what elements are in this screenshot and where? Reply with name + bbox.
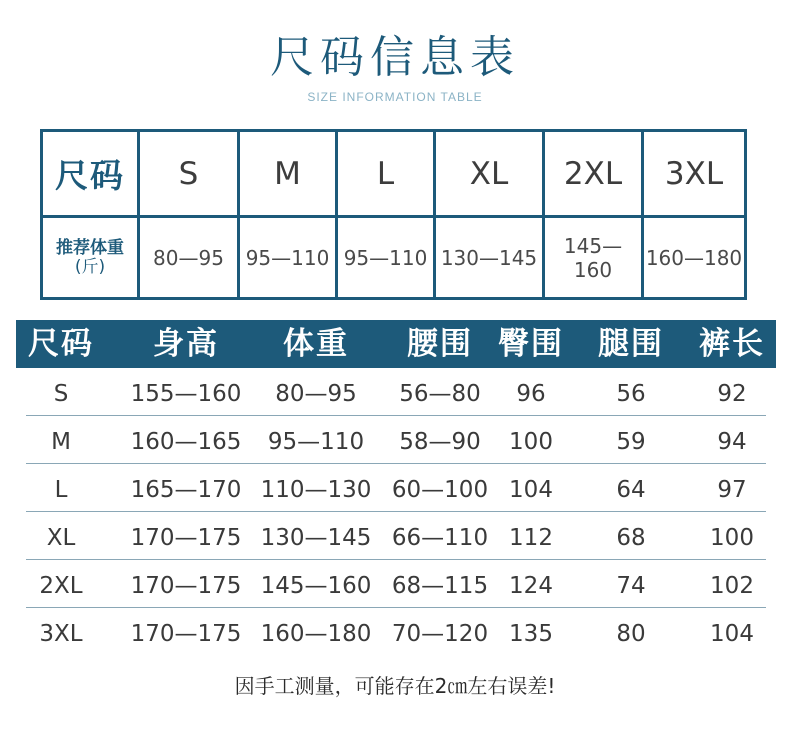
cell-size: L xyxy=(54,477,68,503)
cell-length: 94 xyxy=(717,429,747,455)
cell-hip: 124 xyxy=(509,573,553,599)
cell-hip: 104 xyxy=(509,477,553,503)
cell-height: 170—175 xyxy=(130,573,242,599)
cell-weight: 110—130 xyxy=(260,477,372,503)
detail-table-body xyxy=(16,368,776,656)
size-cell: 2XL xyxy=(544,131,643,217)
header-length: 裤长 xyxy=(699,326,765,362)
cell-weight: 160—180 xyxy=(260,621,372,647)
cell-size: 2XL xyxy=(39,573,83,599)
measurement-note: 因手工测量，可能存在2㎝左右误差! xyxy=(234,674,556,698)
cell-waist: 56—80 xyxy=(399,381,481,407)
table-row xyxy=(16,464,776,512)
header-hip: 臀围 xyxy=(498,326,564,362)
cell-height: 165—170 xyxy=(130,477,242,503)
cell-size: XL xyxy=(46,525,76,551)
page-subtitle: SIZE INFORMATION TABLE xyxy=(307,90,483,104)
weight-cell: 95—110 xyxy=(239,217,337,299)
cell-size: S xyxy=(53,381,69,407)
weight-cell: 160—180 xyxy=(643,217,746,299)
size-row-label: 尺码 xyxy=(42,131,139,217)
weight-cell: 80—95 xyxy=(139,217,239,299)
cell-hip: 112 xyxy=(509,525,553,551)
table-row xyxy=(16,560,776,608)
cell-waist: 68—115 xyxy=(391,573,489,599)
weight-cell: 145—160 xyxy=(544,217,643,299)
weight-row-label xyxy=(42,217,139,299)
cell-thigh: 74 xyxy=(616,573,646,599)
header-size: 尺码 xyxy=(28,326,94,362)
weight-cell: 130—145 xyxy=(435,217,544,299)
table-row xyxy=(16,512,776,560)
header-height: 身高 xyxy=(153,326,219,362)
cell-thigh: 80 xyxy=(616,621,646,647)
cell-weight: 95—110 xyxy=(267,429,365,455)
page-title: 尺码信息表 xyxy=(270,32,520,83)
cell-length: 100 xyxy=(710,525,754,551)
cell-thigh: 64 xyxy=(616,477,646,503)
cell-thigh: 59 xyxy=(616,429,646,455)
cell-height: 170—175 xyxy=(130,525,242,551)
cell-hip: 96 xyxy=(516,381,546,407)
cell-hip: 135 xyxy=(509,621,553,647)
table-row xyxy=(16,416,776,464)
cell-height: 155—160 xyxy=(130,381,242,407)
cell-length: 92 xyxy=(717,381,747,407)
cell-length: 97 xyxy=(717,477,747,503)
cell-waist: 66—110 xyxy=(391,525,489,551)
cell-waist: 60—100 xyxy=(391,477,489,503)
cell-waist: 70—120 xyxy=(391,621,489,647)
size-row xyxy=(42,131,746,217)
cell-size: M xyxy=(51,429,71,455)
detail-table-header xyxy=(16,320,776,368)
weight-row xyxy=(42,217,746,299)
size-cell: M xyxy=(239,131,337,217)
cell-weight: 130—145 xyxy=(260,525,372,551)
cell-waist: 58—90 xyxy=(399,429,481,455)
weight-label-line1: 推荐体重 xyxy=(56,237,124,258)
header-thigh: 腿围 xyxy=(598,326,664,362)
cell-thigh: 68 xyxy=(616,525,646,551)
weight-recommendation-table xyxy=(40,129,747,300)
size-cell: XL xyxy=(435,131,544,217)
weight-label-unit: (斤) xyxy=(74,256,106,277)
cell-hip: 100 xyxy=(509,429,553,455)
cell-weight: 80—95 xyxy=(275,381,357,407)
size-cell: S xyxy=(139,131,239,217)
weight-cell: 95—110 xyxy=(337,217,435,299)
cell-weight: 145—160 xyxy=(260,573,372,599)
cell-length: 104 xyxy=(710,621,754,647)
size-cell: 3XL xyxy=(643,131,746,217)
cell-height: 160—165 xyxy=(130,429,242,455)
table-row xyxy=(16,368,776,416)
cell-thigh: 56 xyxy=(616,381,646,407)
cell-size: 3XL xyxy=(39,621,83,647)
cell-height: 170—175 xyxy=(130,621,242,647)
size-cell: L xyxy=(337,131,435,217)
header-waist: 腰围 xyxy=(407,326,473,362)
header-weight: 体重 xyxy=(283,326,349,362)
cell-length: 102 xyxy=(710,573,754,599)
table-row xyxy=(16,608,776,656)
